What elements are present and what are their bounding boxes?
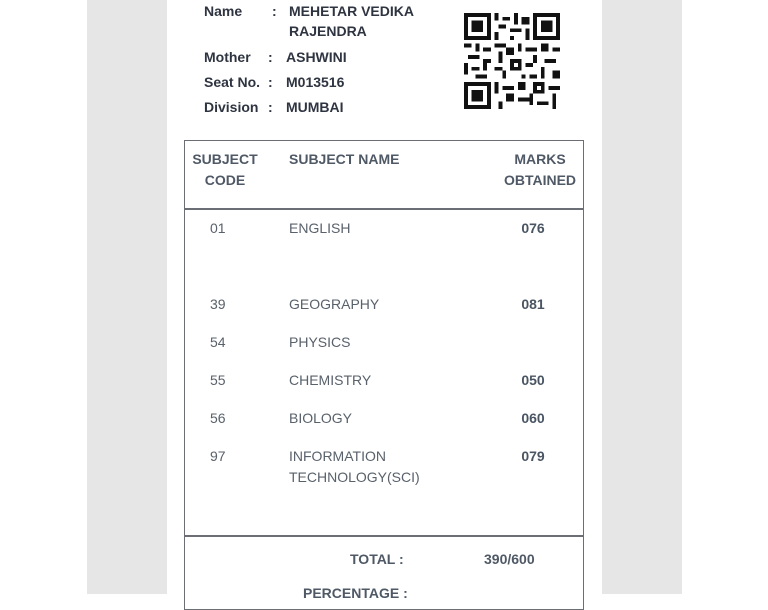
header-subject-code xyxy=(188,149,262,191)
header-marks xyxy=(500,149,580,191)
marks-obtained: 060 xyxy=(521,410,545,426)
left-margin xyxy=(87,0,167,594)
marks-obtained: 081 xyxy=(521,296,545,312)
header-subject-code-line1: SUBJECT xyxy=(192,151,258,167)
header-divider xyxy=(184,208,584,210)
qr-code-icon xyxy=(464,13,560,109)
total-divider xyxy=(184,535,584,537)
percentage-label: PERCENTAGE : xyxy=(303,585,408,601)
subject-code: 01 xyxy=(210,220,226,236)
division-label: Division xyxy=(204,99,259,115)
subject-name-line2: TECHNOLOGY(SCI) xyxy=(289,469,420,485)
subject-code: 97 xyxy=(210,448,226,464)
header-subject-name: SUBJECT NAME xyxy=(289,151,400,167)
subject-code: 54 xyxy=(210,334,226,350)
subject-name: ENGLISH xyxy=(289,220,351,236)
name-label: Name xyxy=(204,3,243,19)
seat-value: M013516 xyxy=(286,74,345,90)
subject-name: CHEMISTRY xyxy=(289,372,372,388)
subject-code: 56 xyxy=(210,410,226,426)
name-value-line1: MEHETAR VEDIKA xyxy=(289,3,414,19)
seat-label: Seat No. xyxy=(204,74,261,90)
subject-name: GEOGRAPHY xyxy=(289,296,380,312)
header-subject-code-line2: CODE xyxy=(204,172,246,188)
division-separator: : xyxy=(268,99,273,115)
subject-name: INFORMATION xyxy=(289,448,386,464)
marks-obtained: 079 xyxy=(521,448,545,464)
mother-separator: : xyxy=(268,49,273,65)
marks-obtained: 050 xyxy=(521,372,545,388)
subject-code: 55 xyxy=(210,372,226,388)
seat-separator: : xyxy=(268,74,273,90)
header-marks-line1: MARKS xyxy=(514,151,566,167)
right-margin xyxy=(602,0,682,594)
header-marks-line2: OBTAINED xyxy=(503,172,577,188)
name-separator: : xyxy=(272,3,277,19)
name-value-line2: RAJENDRA xyxy=(289,23,367,39)
subject-name: PHYSICS xyxy=(289,334,351,350)
total-label: TOTAL : xyxy=(350,551,404,567)
division-value: MUMBAI xyxy=(286,99,344,115)
mother-label: Mother xyxy=(204,49,251,65)
subject-name: BIOLOGY xyxy=(289,410,353,426)
mother-value: ASHWINI xyxy=(286,49,347,65)
marks-obtained: 076 xyxy=(521,220,545,236)
subject-code: 39 xyxy=(210,296,226,312)
total-value: 390/600 xyxy=(484,551,535,567)
